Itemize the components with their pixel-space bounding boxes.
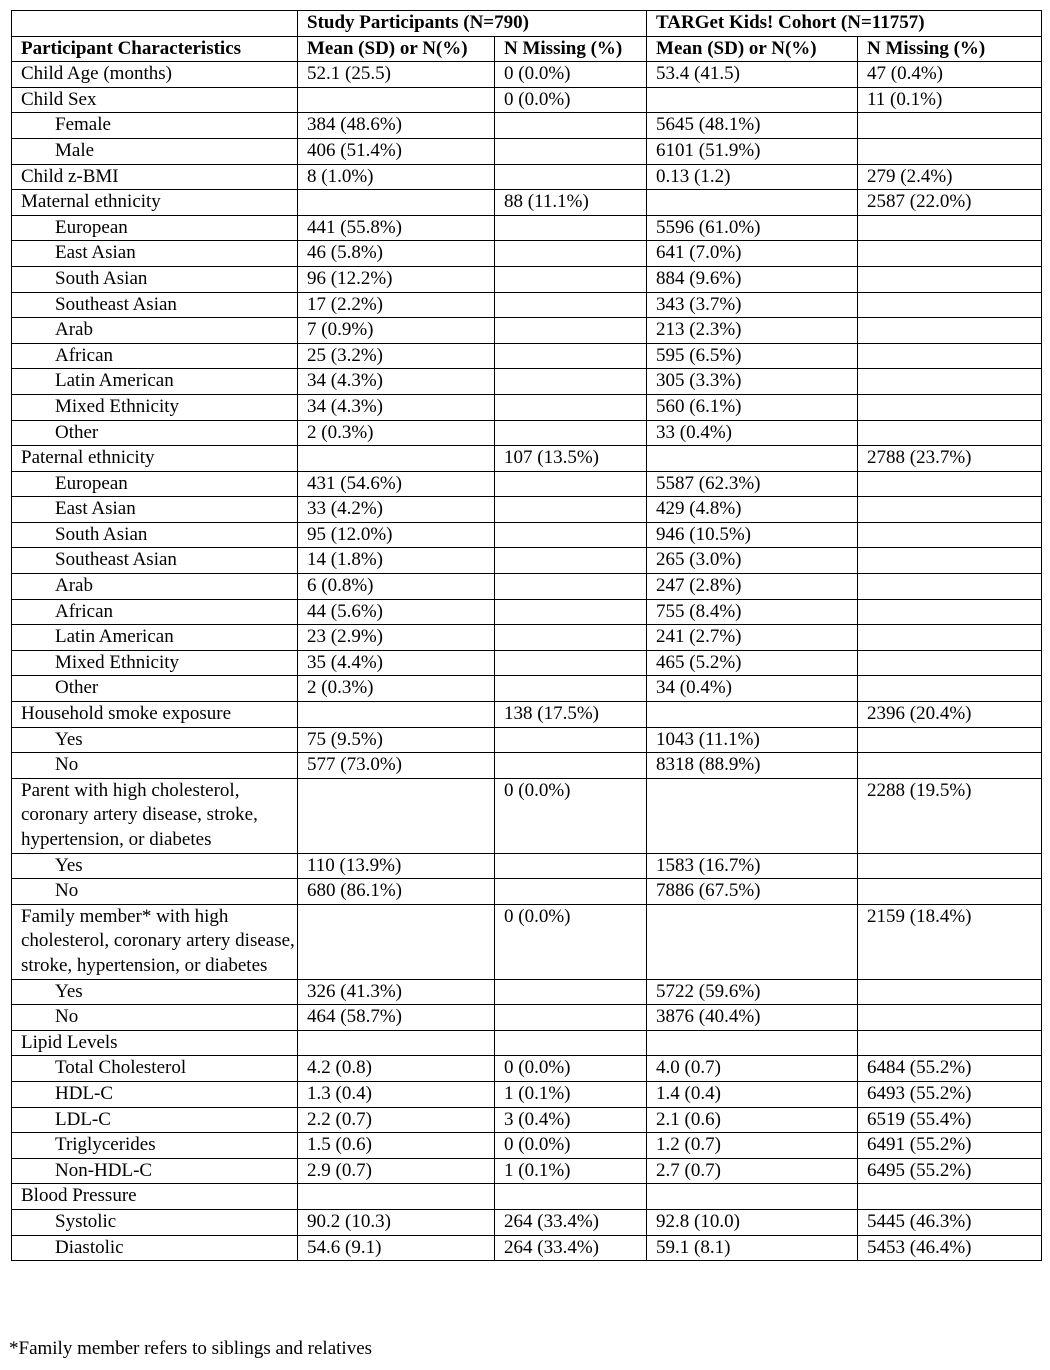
row-label: Triglycerides	[12, 1133, 298, 1159]
row-label: Yes	[12, 853, 298, 879]
table-cell: 0 (0.0%)	[495, 87, 647, 113]
table-cell	[647, 904, 858, 979]
row-label: Latin American	[12, 625, 298, 651]
participant-characteristics-table	[11, 10, 1042, 1261]
table-cell: 33 (4.2%)	[298, 497, 495, 523]
table-cell: 0 (0.0%)	[495, 62, 647, 88]
row-label: Southeast Asian	[12, 292, 298, 318]
row-label: Child Sex	[12, 87, 298, 113]
row-label: European	[12, 215, 298, 241]
row-label: LDL-C	[12, 1107, 298, 1133]
table-cell: 384 (48.6%)	[298, 113, 495, 139]
row-label: Systolic	[12, 1209, 298, 1235]
table-cell: 44 (5.6%)	[298, 599, 495, 625]
table-cell: 34 (0.4%)	[647, 676, 858, 702]
table-cell	[495, 292, 647, 318]
table-cell: 406 (51.4%)	[298, 138, 495, 164]
table-cell: 6 (0.8%)	[298, 574, 495, 600]
table-cell	[858, 753, 1042, 779]
table-cell	[495, 471, 647, 497]
table-cell	[495, 676, 647, 702]
table-row	[12, 702, 1042, 728]
table-cell: 265 (3.0%)	[647, 548, 858, 574]
table-cell	[858, 266, 1042, 292]
table-cell: 247 (2.8%)	[647, 574, 858, 600]
table-cell	[858, 650, 1042, 676]
table-cell: 11 (0.1%)	[858, 87, 1042, 113]
row-label: Parent with high cholesterol, coronary artery disease, stroke, hypertension, or diabetes	[12, 778, 298, 853]
table-cell	[495, 753, 647, 779]
table-cell: 264 (33.4%)	[495, 1209, 647, 1235]
table-row	[12, 113, 1042, 139]
table-cell	[495, 650, 647, 676]
table-cell	[495, 599, 647, 625]
row-label: Non-HDL-C	[12, 1158, 298, 1184]
table-cell	[495, 853, 647, 879]
table-row	[12, 420, 1042, 446]
table-cell: 75 (9.5%)	[298, 727, 495, 753]
row-label: Other	[12, 420, 298, 446]
row-label: African	[12, 599, 298, 625]
row-label: Latin American	[12, 369, 298, 395]
table-row	[12, 394, 1042, 420]
table-cell: 2288 (19.5%)	[858, 778, 1042, 853]
table-cell: 641 (7.0%)	[647, 241, 858, 267]
row-label: East Asian	[12, 497, 298, 523]
table-cell: 2587 (22.0%)	[858, 190, 1042, 216]
column-header: Mean (SD) or N(%)	[298, 36, 495, 62]
table-cell	[298, 87, 495, 113]
table-cell: 35 (4.4%)	[298, 650, 495, 676]
row-label: Diastolic	[12, 1235, 298, 1261]
table-cell: 110 (13.9%)	[298, 853, 495, 879]
table-cell: 1 (0.1%)	[495, 1081, 647, 1107]
table-cell	[495, 369, 647, 395]
table-cell: 5645 (48.1%)	[647, 113, 858, 139]
table-cell: 326 (41.3%)	[298, 979, 495, 1005]
header-empty-cell	[12, 11, 298, 37]
table-cell	[647, 190, 858, 216]
table-cell	[858, 1005, 1042, 1031]
table-cell	[495, 727, 647, 753]
row-label: No	[12, 879, 298, 905]
table-row	[12, 87, 1042, 113]
table-cell	[298, 1184, 495, 1210]
row-label: Mixed Ethnicity	[12, 394, 298, 420]
table-cell: 3876 (40.4%)	[647, 1005, 858, 1031]
table-row	[12, 1158, 1042, 1184]
table-row	[12, 979, 1042, 1005]
table-row	[12, 879, 1042, 905]
row-label: Arab	[12, 318, 298, 344]
table-row	[12, 1107, 1042, 1133]
table-row	[12, 904, 1042, 979]
table-row	[12, 318, 1042, 344]
table-cell	[495, 497, 647, 523]
row-label: Total Cholesterol	[12, 1056, 298, 1082]
table-cell	[647, 1184, 858, 1210]
table-cell: 34 (4.3%)	[298, 394, 495, 420]
table-cell	[495, 522, 647, 548]
table-cell: 2159 (18.4%)	[858, 904, 1042, 979]
row-label: South Asian	[12, 266, 298, 292]
table-cell	[495, 1030, 647, 1056]
table-cell	[495, 625, 647, 651]
row-label: Other	[12, 676, 298, 702]
column-header: Mean (SD) or N(%)	[647, 36, 858, 62]
column-header-row	[12, 36, 1042, 62]
table-row	[12, 1005, 1042, 1031]
table-cell: 560 (6.1%)	[647, 394, 858, 420]
table-cell	[858, 138, 1042, 164]
table-row	[12, 1081, 1042, 1107]
table-cell: 3 (0.4%)	[495, 1107, 647, 1133]
table-cell	[647, 778, 858, 853]
table-cell	[495, 138, 647, 164]
table-cell: 6495 (55.2%)	[858, 1158, 1042, 1184]
table-cell: 213 (2.3%)	[647, 318, 858, 344]
table-cell: 54.6 (9.1)	[298, 1235, 495, 1261]
table-cell: 17 (2.2%)	[298, 292, 495, 318]
row-label: Mixed Ethnicity	[12, 650, 298, 676]
table-cell: 946 (10.5%)	[647, 522, 858, 548]
table-cell	[858, 343, 1042, 369]
table-cell: 2788 (23.7%)	[858, 446, 1042, 472]
row-label: Yes	[12, 727, 298, 753]
table-cell	[298, 778, 495, 853]
table-cell	[858, 574, 1042, 600]
table-cell: 6491 (55.2%)	[858, 1133, 1042, 1159]
table-cell	[858, 241, 1042, 267]
table-cell: 343 (3.7%)	[647, 292, 858, 318]
table-cell	[495, 548, 647, 574]
table-body	[12, 62, 1042, 1261]
table-row	[12, 241, 1042, 267]
table-cell: 138 (17.5%)	[495, 702, 647, 728]
table-cell	[495, 1005, 647, 1031]
table-row	[12, 853, 1042, 879]
table-cell	[495, 343, 647, 369]
table-cell: 6101 (51.9%)	[647, 138, 858, 164]
table-cell	[858, 471, 1042, 497]
table-cell	[495, 879, 647, 905]
row-label: Blood Pressure	[12, 1184, 298, 1210]
table-row	[12, 753, 1042, 779]
row-label: HDL-C	[12, 1081, 298, 1107]
table-cell: 5722 (59.6%)	[647, 979, 858, 1005]
table-cell: 431 (54.6%)	[298, 471, 495, 497]
table-cell	[858, 318, 1042, 344]
row-label: Male	[12, 138, 298, 164]
table-cell: 5453 (46.4%)	[858, 1235, 1042, 1261]
table-cell: 1043 (11.1%)	[647, 727, 858, 753]
group-header-cohort: TARGet Kids! Cohort (N=11757)	[647, 11, 1042, 37]
row-label: South Asian	[12, 522, 298, 548]
table-cell	[298, 702, 495, 728]
table-cell	[495, 394, 647, 420]
table-cell: 52.1 (25.5)	[298, 62, 495, 88]
row-label: Family member* with high cholesterol, coronary artery disease, stroke, hypertension, or diabetes	[12, 904, 298, 979]
table-row	[12, 446, 1042, 472]
table-cell: 2396 (20.4%)	[858, 702, 1042, 728]
table-cell: 2.2 (0.7)	[298, 1107, 495, 1133]
table-row	[12, 369, 1042, 395]
table-cell	[858, 599, 1042, 625]
group-header-study: Study Participants (N=790)	[298, 11, 647, 37]
table-cell	[647, 446, 858, 472]
table-cell: 4.2 (0.8)	[298, 1056, 495, 1082]
table-row	[12, 497, 1042, 523]
row-label: Lipid Levels	[12, 1030, 298, 1056]
row-label: Child Age (months)	[12, 62, 298, 88]
table-row	[12, 190, 1042, 216]
row-label: Yes	[12, 979, 298, 1005]
row-label: Maternal ethnicity	[12, 190, 298, 216]
table-cell: 7886 (67.5%)	[647, 879, 858, 905]
table-cell: 465 (5.2%)	[647, 650, 858, 676]
table-row	[12, 727, 1042, 753]
table-row	[12, 266, 1042, 292]
table-cell: 92.8 (10.0)	[647, 1209, 858, 1235]
table-cell: 0 (0.0%)	[495, 778, 647, 853]
table-cell: 53.4 (41.5)	[647, 62, 858, 88]
table-cell: 0 (0.0%)	[495, 904, 647, 979]
table-cell: 2.7 (0.7)	[647, 1158, 858, 1184]
table-cell	[858, 394, 1042, 420]
table-cell	[858, 548, 1042, 574]
table-cell: 8318 (88.9%)	[647, 753, 858, 779]
table-cell: 59.1 (8.1)	[647, 1235, 858, 1261]
table-row	[12, 1030, 1042, 1056]
table-cell: 279 (2.4%)	[858, 164, 1042, 190]
table-cell	[858, 522, 1042, 548]
table-cell	[858, 1184, 1042, 1210]
table-cell	[495, 215, 647, 241]
table-cell	[858, 369, 1042, 395]
table-cell	[495, 420, 647, 446]
column-header: Participant Characteristics	[12, 36, 298, 62]
row-label: Southeast Asian	[12, 548, 298, 574]
table-row	[12, 574, 1042, 600]
table-row	[12, 164, 1042, 190]
table-cell: 6519 (55.4%)	[858, 1107, 1042, 1133]
row-label: Household smoke exposure	[12, 702, 298, 728]
table-cell: 6493 (55.2%)	[858, 1081, 1042, 1107]
table-row	[12, 1235, 1042, 1261]
table-cell	[298, 446, 495, 472]
table-cell: 264 (33.4%)	[495, 1235, 647, 1261]
table-cell: 4.0 (0.7)	[647, 1056, 858, 1082]
table-cell: 1583 (16.7%)	[647, 853, 858, 879]
table-cell: 595 (6.5%)	[647, 343, 858, 369]
table-row	[12, 599, 1042, 625]
row-label: No	[12, 753, 298, 779]
table-cell: 2 (0.3%)	[298, 676, 495, 702]
table-cell: 46 (5.8%)	[298, 241, 495, 267]
table-cell	[647, 1030, 858, 1056]
row-label: European	[12, 471, 298, 497]
table-cell: 14 (1.8%)	[298, 548, 495, 574]
table-container	[11, 10, 1041, 1261]
table-cell	[495, 574, 647, 600]
row-label: Arab	[12, 574, 298, 600]
table-cell: 1 (0.1%)	[495, 1158, 647, 1184]
table-cell	[858, 625, 1042, 651]
table-cell: 2.9 (0.7)	[298, 1158, 495, 1184]
table-cell: 2 (0.3%)	[298, 420, 495, 446]
table-cell	[495, 113, 647, 139]
table-cell	[858, 497, 1042, 523]
table-cell: 23 (2.9%)	[298, 625, 495, 651]
table-cell	[858, 727, 1042, 753]
table-cell: 464 (58.7%)	[298, 1005, 495, 1031]
table-row	[12, 522, 1042, 548]
table-row	[12, 138, 1042, 164]
table-cell	[858, 853, 1042, 879]
column-header: N Missing (%)	[495, 36, 647, 62]
table-row	[12, 548, 1042, 574]
table-cell: 1.4 (0.4)	[647, 1081, 858, 1107]
group-header-row	[12, 11, 1042, 37]
table-cell: 0.13 (1.2)	[647, 164, 858, 190]
table-cell: 0 (0.0%)	[495, 1056, 647, 1082]
table-row	[12, 62, 1042, 88]
table-cell: 88 (11.1%)	[495, 190, 647, 216]
table-cell	[858, 113, 1042, 139]
table-cell: 25 (3.2%)	[298, 343, 495, 369]
table-cell: 1.2 (0.7)	[647, 1133, 858, 1159]
table-cell: 755 (8.4%)	[647, 599, 858, 625]
table-row	[12, 778, 1042, 853]
row-label: No	[12, 1005, 298, 1031]
table-cell: 95 (12.0%)	[298, 522, 495, 548]
table-row	[12, 292, 1042, 318]
table-cell: 7 (0.9%)	[298, 318, 495, 344]
column-header: N Missing (%)	[858, 36, 1042, 62]
table-row	[12, 1184, 1042, 1210]
table-cell	[298, 190, 495, 216]
table-cell: 8 (1.0%)	[298, 164, 495, 190]
table-cell	[495, 979, 647, 1005]
table-row	[12, 343, 1042, 369]
table-cell	[495, 318, 647, 344]
table-cell: 241 (2.7%)	[647, 625, 858, 651]
table-cell: 1.3 (0.4)	[298, 1081, 495, 1107]
table-cell: 0 (0.0%)	[495, 1133, 647, 1159]
table-cell: 305 (3.3%)	[647, 369, 858, 395]
table-row	[12, 676, 1042, 702]
table-cell	[495, 1184, 647, 1210]
table-cell: 33 (0.4%)	[647, 420, 858, 446]
table-cell	[858, 879, 1042, 905]
table-cell: 429 (4.8%)	[647, 497, 858, 523]
table-row	[12, 1209, 1042, 1235]
table-cell	[858, 1030, 1042, 1056]
table-cell: 5445 (46.3%)	[858, 1209, 1042, 1235]
table-cell: 2.1 (0.6)	[647, 1107, 858, 1133]
table-cell	[858, 420, 1042, 446]
table-cell: 577 (73.0%)	[298, 753, 495, 779]
table-cell: 5596 (61.0%)	[647, 215, 858, 241]
table-cell: 680 (86.1%)	[298, 879, 495, 905]
row-label: East Asian	[12, 241, 298, 267]
table-cell: 1.5 (0.6)	[298, 1133, 495, 1159]
row-label: Child z-BMI	[12, 164, 298, 190]
table-cell	[298, 1030, 495, 1056]
table-cell	[647, 702, 858, 728]
row-label: Female	[12, 113, 298, 139]
table-row	[12, 215, 1042, 241]
table-cell: 5587 (62.3%)	[647, 471, 858, 497]
table-row	[12, 1133, 1042, 1159]
table-cell	[495, 164, 647, 190]
table-cell: 441 (55.8%)	[298, 215, 495, 241]
row-label: African	[12, 343, 298, 369]
table-row	[12, 1056, 1042, 1082]
table-cell	[495, 241, 647, 267]
table-row	[12, 650, 1042, 676]
table-cell	[647, 87, 858, 113]
table-header	[12, 11, 1042, 62]
table-cell: 47 (0.4%)	[858, 62, 1042, 88]
table-row	[12, 471, 1042, 497]
table-cell	[858, 676, 1042, 702]
table-cell	[495, 266, 647, 292]
table-cell: 884 (9.6%)	[647, 266, 858, 292]
table-cell: 90.2 (10.3)	[298, 1209, 495, 1235]
table-cell	[858, 215, 1042, 241]
table-cell: 6484 (55.2%)	[858, 1056, 1042, 1082]
table-cell: 34 (4.3%)	[298, 369, 495, 395]
table-cell: 96 (12.2%)	[298, 266, 495, 292]
table-cell	[858, 979, 1042, 1005]
footnote: *Family member refers to siblings and relatives	[9, 1338, 373, 1359]
table-cell	[298, 904, 495, 979]
row-label: Paternal ethnicity	[12, 446, 298, 472]
table-cell	[858, 292, 1042, 318]
table-row	[12, 625, 1042, 651]
table-cell: 107 (13.5%)	[495, 446, 647, 472]
